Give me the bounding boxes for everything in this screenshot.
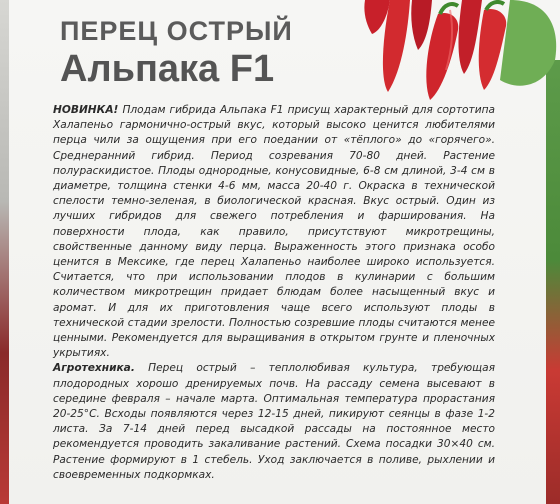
agrotechnics-text: Перец острый – теплолюбивая культура, требующая плодородных хорошо дренируемых почв. На рассаду семена высевают в середине февраля – начале марта. Оптимальная температура прорастания 20-25°С. Всходы появляются через 12-15 дней, пикируют сеянцы в фазе 1-2 листа. За 7-14 дней перед высадкой рассады на постоянное место рекомендуется проводить закаливание растений. Схема посадки 30×40 см. Растение формируют в 1 стебель. Уход заключается в поливе, рыхлении и своевременных подкормках. (53, 362, 495, 481)
product-title: Альпака F1 (60, 48, 275, 90)
description-block (53, 103, 495, 483)
agrotechnics-label: Агротехника. (53, 362, 135, 375)
chili-peppers-illustration (360, 0, 560, 100)
packet-left-edge (0, 0, 9, 504)
novelty-label: НОВИНКА! (53, 104, 119, 116)
description-paragraph (53, 103, 495, 361)
description-text: Плодам гибрида Альпака F1 присущ характерный для сортотипа Халапеньо гармонично-острый вкус, который высоко ценится любителями перца чили за ощущения при его поедании от «тёплого» до «горячего». Среднеранний гибрид. Период созревания 70-80 дней. Растение полураскидистое. Плоды однородные, конусовидные, 6-8 см длиной, 3-4 см в диаметре, толщина стенки 4-6 мм, масса 20-40 г. Окраска в технической спелости темно-зеленая, в биологической красная. Вкус острый. Один из лучших гибридов для свежего потребления и фарширования. На поверхности плода, как правило, присутствуют микротрещины, свойственные данному виду перца. Выраженность этого признака особо ценится в Мексике, где перец Халапеньо наиболее широко используется. Считается, что при использовании плодов в кулинарии с большим количеством микротрещин придает блюдам более насыщенный вкус и аромат. И для их приготовления чаще всего используют плоды в технической стадии зрелости. Полностью созревшие плоды считаются менее ценными. Рекомендуется для выращивания в открытом грунте и пленочных укрытиях. (53, 104, 495, 360)
packet-right-edge (546, 60, 560, 504)
agrotechnics-paragraph (53, 361, 495, 483)
product-subtitle: ПЕРЕЦ ОСТРЫЙ (60, 16, 293, 46)
